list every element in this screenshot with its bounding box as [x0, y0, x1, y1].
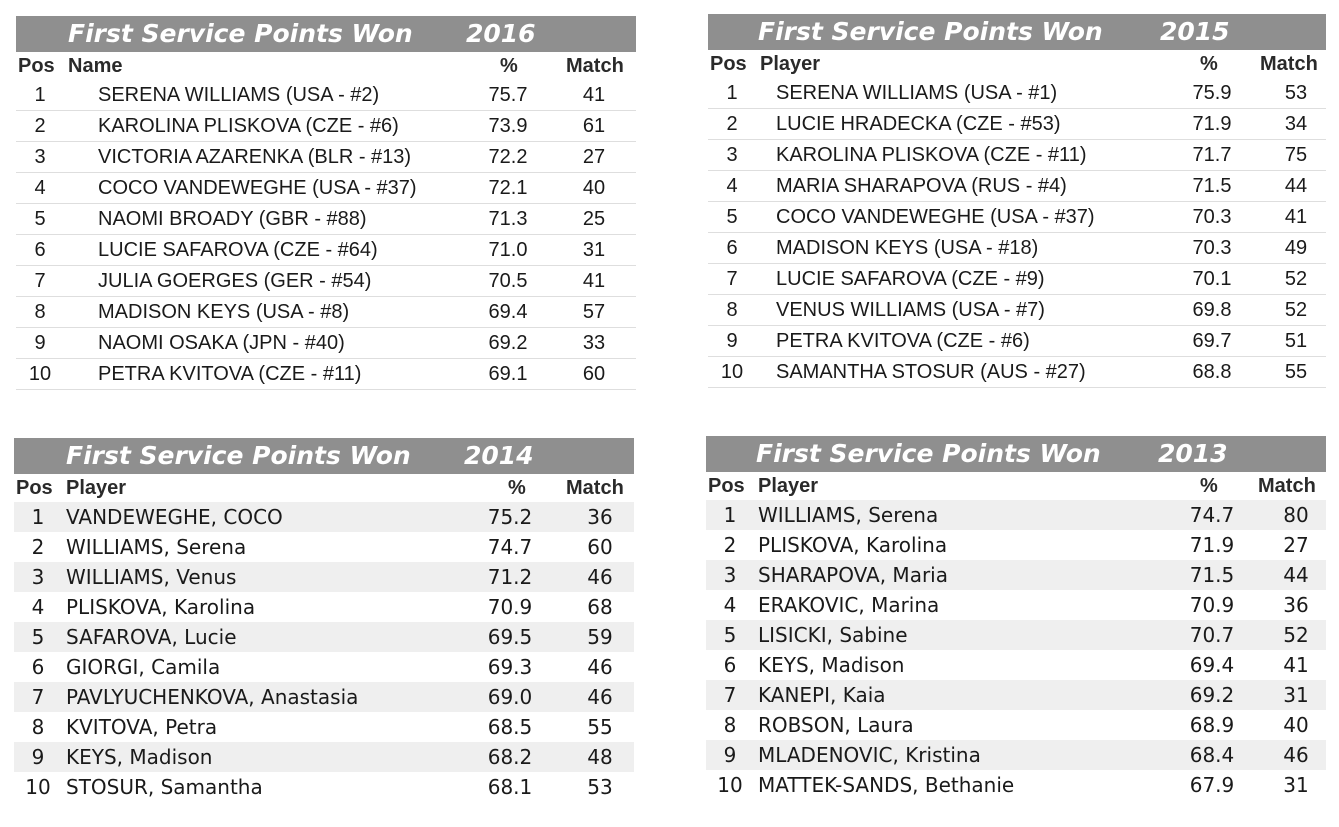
header-percent: %: [1200, 53, 1218, 75]
header-match: Match: [566, 477, 624, 499]
cell-pos: 6: [34, 239, 46, 261]
cell-percent: 68.4: [1189, 743, 1235, 767]
cell-pos: 7: [723, 683, 737, 707]
cell-match: 55: [1284, 361, 1308, 383]
header-pos: Pos: [16, 477, 53, 499]
cell-match: 41: [582, 270, 606, 292]
table-row: [16, 111, 636, 142]
cell-pos: 10: [717, 773, 743, 797]
cell-percent: 67.9: [1189, 773, 1235, 797]
cell-match: 41: [1283, 653, 1309, 677]
cell-percent: 73.9: [488, 115, 528, 137]
table-title: First Service Points Won: [758, 17, 1103, 46]
cell-pos: 1: [31, 505, 45, 529]
cell-match: 52: [1284, 299, 1308, 321]
cell-match: 25: [582, 208, 606, 230]
cell-player: JULIA GOERGES (GER - #54): [98, 270, 372, 292]
cell-match: 27: [582, 146, 606, 168]
cell-percent: 70.1: [1192, 268, 1232, 290]
cell-player: VANDEWEGHE, COCO: [66, 505, 283, 529]
cell-match: 31: [582, 239, 606, 261]
cell-player: PETRA KVITOVA (CZE - #11): [98, 363, 362, 385]
cell-match: 27: [1283, 533, 1309, 557]
table-row: [708, 202, 1326, 233]
cell-pos: 5: [34, 208, 46, 230]
cell-pos: 3: [726, 144, 738, 166]
table-row: [708, 357, 1326, 388]
cell-percent: 70.7: [1189, 623, 1235, 647]
cell-pos: 6: [723, 653, 737, 677]
cell-player: MATTEK-SANDS, Bethanie: [758, 773, 1015, 797]
cell-pos: 2: [726, 113, 738, 135]
table-2014: [14, 438, 634, 802]
cell-percent: 71.9: [1192, 113, 1232, 135]
cell-pos: 6: [31, 655, 45, 679]
cell-match: 36: [1283, 593, 1309, 617]
header-match: Match: [1258, 475, 1316, 497]
cell-player: KEYS, Madison: [66, 745, 213, 769]
cell-match: 60: [587, 535, 613, 559]
cell-pos: 10: [25, 775, 51, 799]
cell-match: 49: [1284, 237, 1308, 259]
table-year: 2013: [1158, 439, 1228, 468]
cell-percent: 71.2: [487, 565, 533, 589]
cell-match: 31: [1283, 683, 1309, 707]
cell-player: KAROLINA PLISKOVA (CZE - #6): [98, 115, 399, 137]
cell-match: 75: [1284, 144, 1308, 166]
cell-match: 46: [587, 565, 613, 589]
cell-player: VENUS WILLIAMS (USA - #7): [776, 299, 1045, 321]
cell-match: 46: [1283, 743, 1309, 767]
cell-percent: 68.9: [1189, 713, 1235, 737]
table-row: [706, 590, 1326, 620]
cell-player: VICTORIA AZARENKA (BLR - #13): [98, 146, 412, 168]
cell-match: 40: [1283, 713, 1309, 737]
header-pos: Pos: [18, 55, 55, 77]
cell-match: 52: [1284, 268, 1308, 290]
cell-pos: 9: [34, 332, 46, 354]
table-row: [16, 80, 636, 111]
cell-player: MLADENOVIC, Kristina: [758, 743, 981, 767]
table-row: [16, 235, 636, 266]
header-match: Match: [566, 55, 624, 77]
cell-player: MADISON KEYS (USA - #18): [776, 237, 1039, 259]
table-row: [14, 652, 634, 682]
cell-percent: 69.8: [1192, 299, 1232, 321]
cell-pos: 9: [726, 330, 738, 352]
cell-match: 53: [1284, 82, 1308, 104]
table-row: [708, 171, 1326, 202]
table-rows: [16, 80, 636, 390]
table-banner: [14, 438, 634, 474]
cell-percent: 69.7: [1192, 330, 1232, 352]
table-rows: [14, 502, 634, 802]
table-title: First Service Points Won: [68, 19, 413, 48]
cell-player: SERENA WILLIAMS (USA - #2): [98, 84, 380, 106]
cell-percent: 75.9: [1192, 82, 1232, 104]
cell-match: 61: [582, 115, 606, 137]
cell-player: WILLIAMS, Venus: [66, 565, 237, 589]
table-row: [708, 233, 1326, 264]
table-row: [706, 530, 1326, 560]
cell-player: KVITOVA, Petra: [66, 715, 218, 739]
cell-pos: 2: [31, 535, 45, 559]
table-row: [16, 297, 636, 328]
table-row: [708, 326, 1326, 357]
cell-percent: 71.9: [1189, 533, 1235, 557]
table-2016: [16, 16, 636, 390]
cell-player: LUCIE SAFAROVA (CZE - #64): [98, 239, 378, 261]
cell-match: 44: [1284, 175, 1308, 197]
cell-player: STOSUR, Samantha: [66, 775, 263, 799]
header-name: Player: [760, 53, 821, 75]
cell-pos: 7: [34, 270, 46, 292]
cell-match: 33: [582, 332, 606, 354]
cell-match: 40: [582, 177, 606, 199]
cell-player: PLISKOVA, Karolina: [66, 595, 256, 619]
table-2015: [708, 14, 1326, 388]
cell-percent: 71.3: [488, 208, 528, 230]
table-2013: [706, 436, 1326, 800]
cell-percent: 70.5: [488, 270, 528, 292]
table-row: [708, 295, 1326, 326]
cell-player: ROBSON, Laura: [758, 713, 914, 737]
cell-match: 55: [587, 715, 613, 739]
header-name: Player: [66, 477, 127, 499]
cell-pos: 6: [726, 237, 738, 259]
table-rows: [706, 500, 1326, 800]
table-banner: [706, 436, 1326, 472]
cell-player: COCO VANDEWEGHE (USA - #37): [98, 177, 417, 199]
table-rows: [708, 78, 1326, 388]
cell-player: LISICKI, Sabine: [758, 623, 908, 647]
cell-match: 41: [582, 84, 606, 106]
cell-player: KANEPI, Kaia: [758, 683, 886, 707]
cell-player: LUCIE SAFAROVA (CZE - #9): [776, 268, 1045, 290]
cell-percent: 68.1: [487, 775, 533, 799]
cell-percent: 70.9: [1189, 593, 1235, 617]
cell-pos: 2: [34, 115, 46, 137]
cell-pos: 9: [723, 743, 737, 767]
cell-match: 53: [587, 775, 613, 799]
table-row: [16, 204, 636, 235]
table-row: [16, 328, 636, 359]
cell-player: KAROLINA PLISKOVA (CZE - #11): [776, 144, 1087, 166]
cell-percent: 75.7: [488, 84, 528, 106]
cell-player: NAOMI OSAKA (JPN - #40): [98, 332, 345, 354]
cell-percent: 69.2: [1189, 683, 1235, 707]
table-row: [706, 560, 1326, 590]
cell-percent: 75.2: [487, 505, 533, 529]
cell-percent: 68.2: [487, 745, 533, 769]
cell-percent: 69.4: [1189, 653, 1235, 677]
cell-percent: 71.0: [488, 239, 528, 261]
cell-match: 57: [582, 301, 606, 323]
cell-pos: 5: [31, 625, 45, 649]
cell-pos: 3: [31, 565, 45, 589]
cell-percent: 71.5: [1192, 175, 1232, 197]
cell-pos: 8: [31, 715, 45, 739]
cell-match: 60: [582, 363, 606, 385]
cell-pos: 10: [28, 363, 52, 385]
table-row: [14, 742, 634, 772]
cell-pos: 1: [723, 503, 737, 527]
cell-pos: 4: [726, 175, 738, 197]
cell-match: 59: [587, 625, 613, 649]
table-row: [706, 710, 1326, 740]
cell-pos: 8: [34, 301, 46, 323]
cell-match: 36: [587, 505, 613, 529]
table-row: [706, 680, 1326, 710]
cell-player: MARIA SHARAPOVA (RUS - #4): [776, 175, 1067, 197]
table-row: [14, 592, 634, 622]
cell-percent: 74.7: [487, 535, 533, 559]
header-pos: Pos: [708, 475, 745, 497]
cell-pos: 8: [723, 713, 737, 737]
cell-pos: 5: [723, 623, 737, 647]
table-row: [14, 562, 634, 592]
cell-player: SHARAPOVA, Maria: [758, 563, 948, 587]
cell-player: SERENA WILLIAMS (USA - #1): [776, 82, 1058, 104]
cell-match: 34: [1284, 113, 1308, 135]
table-row: [16, 142, 636, 173]
cell-player: PAVLYUCHENKOVA, Anastasia: [66, 685, 359, 709]
cell-percent: 74.7: [1189, 503, 1235, 527]
table-row: [14, 622, 634, 652]
header-name: Name: [68, 55, 123, 77]
table-row: [708, 264, 1326, 295]
table-header: [14, 474, 634, 502]
table-row: [16, 173, 636, 204]
table-title: First Service Points Won: [66, 441, 411, 470]
cell-player: LUCIE HRADECKA (CZE - #53): [776, 113, 1061, 135]
table-row: [14, 502, 634, 532]
table-banner: [708, 14, 1326, 50]
cell-player: GIORGI, Camila: [66, 655, 221, 679]
cell-pos: 7: [31, 685, 45, 709]
table-row: [706, 770, 1326, 800]
cell-pos: 5: [726, 206, 738, 228]
cell-player: COCO VANDEWEGHE (USA - #37): [776, 206, 1095, 228]
table-row: [14, 532, 634, 562]
cell-match: 80: [1283, 503, 1309, 527]
table-row: [706, 650, 1326, 680]
cell-percent: 69.4: [488, 301, 528, 323]
cell-match: 41: [1284, 206, 1308, 228]
cell-player: PLISKOVA, Karolina: [758, 533, 948, 557]
table-header: [16, 52, 636, 80]
cell-match: 46: [587, 685, 613, 709]
header-match: Match: [1260, 53, 1318, 75]
table-year: 2016: [466, 19, 536, 48]
table-row: [706, 620, 1326, 650]
table-row: [14, 682, 634, 712]
cell-match: 51: [1284, 330, 1308, 352]
table-row: [708, 78, 1326, 109]
header-percent: %: [508, 477, 526, 499]
cell-player: SAMANTHA STOSUR (AUS - #27): [776, 361, 1086, 383]
table-header: [708, 50, 1326, 78]
table-row: [706, 740, 1326, 770]
table-row: [708, 109, 1326, 140]
table-row: [16, 359, 636, 390]
cell-match: 46: [587, 655, 613, 679]
table-banner: [16, 16, 636, 52]
cell-player: SAFAROVA, Lucie: [66, 625, 237, 649]
header-percent: %: [1200, 475, 1218, 497]
table-row: [16, 266, 636, 297]
cell-match: 68: [587, 595, 613, 619]
cell-percent: 69.2: [488, 332, 528, 354]
cell-pos: 9: [31, 745, 45, 769]
cell-pos: 3: [34, 146, 46, 168]
header-name: Player: [758, 475, 819, 497]
cell-pos: 4: [34, 177, 46, 199]
cell-percent: 68.5: [487, 715, 533, 739]
cell-percent: 69.1: [488, 363, 528, 385]
cell-pos: 4: [31, 595, 45, 619]
cell-pos: 3: [723, 563, 737, 587]
cell-pos: 7: [726, 268, 738, 290]
table-row: [706, 500, 1326, 530]
cell-player: PETRA KVITOVA (CZE - #6): [776, 330, 1030, 352]
cell-player: KEYS, Madison: [758, 653, 905, 677]
cell-match: 52: [1283, 623, 1309, 647]
cell-percent: 69.3: [487, 655, 533, 679]
cell-player: WILLIAMS, Serena: [66, 535, 247, 559]
table-title: First Service Points Won: [756, 439, 1101, 468]
cell-match: 48: [587, 745, 613, 769]
table-row: [708, 140, 1326, 171]
table-row: [14, 772, 634, 802]
cell-percent: 72.1: [488, 177, 528, 199]
cell-pos: 2: [723, 533, 737, 557]
cell-match: 44: [1283, 563, 1309, 587]
cell-percent: 70.3: [1192, 237, 1232, 259]
cell-percent: 72.2: [488, 146, 528, 168]
cell-percent: 69.0: [487, 685, 533, 709]
cell-percent: 68.8: [1192, 361, 1232, 383]
cell-pos: 8: [726, 299, 738, 321]
cell-match: 31: [1283, 773, 1309, 797]
header-percent: %: [500, 55, 518, 77]
cell-pos: 10: [720, 361, 744, 383]
cell-percent: 70.3: [1192, 206, 1232, 228]
table-year: 2015: [1160, 17, 1230, 46]
cell-percent: 71.5: [1189, 563, 1235, 587]
cell-percent: 71.7: [1192, 144, 1232, 166]
table-row: [14, 712, 634, 742]
cell-player: NAOMI BROADY (GBR - #88): [98, 208, 367, 230]
cell-pos: 1: [34, 84, 46, 106]
cell-player: ERAKOVIC, Marina: [758, 593, 940, 617]
table-year: 2014: [464, 441, 534, 470]
cell-pos: 4: [723, 593, 737, 617]
cell-percent: 70.9: [487, 595, 533, 619]
cell-player: MADISON KEYS (USA - #8): [98, 301, 350, 323]
cell-percent: 69.5: [487, 625, 533, 649]
table-header: [706, 472, 1326, 500]
header-pos: Pos: [710, 53, 747, 75]
cell-player: WILLIAMS, Serena: [758, 503, 939, 527]
cell-pos: 1: [726, 82, 738, 104]
